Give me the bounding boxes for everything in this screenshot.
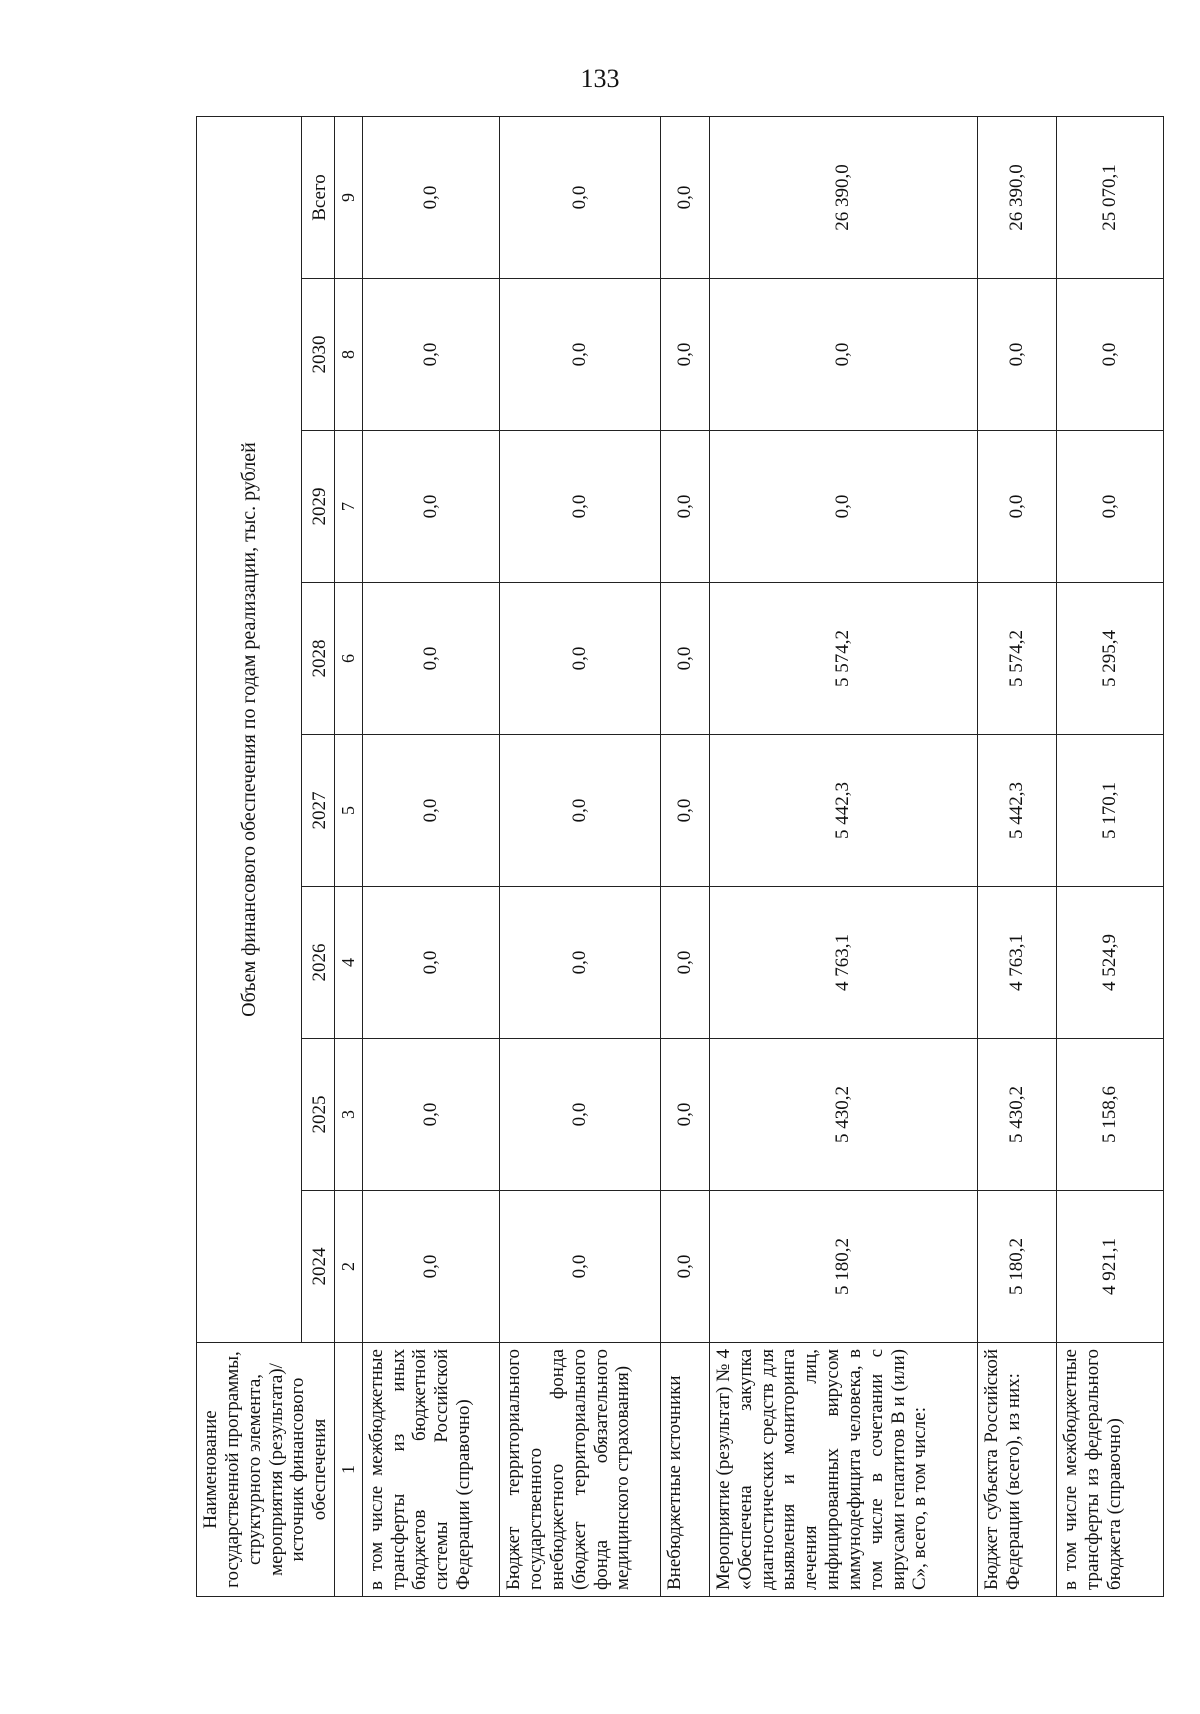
financing-table bbox=[196, 116, 1164, 1597]
row-label: в том числе межбюджетные трансферты из федерального бюджета (справочно) bbox=[1056, 1343, 1163, 1597]
year-header-2024: 2024 bbox=[302, 1191, 335, 1343]
cell-value: 0,0 bbox=[362, 1039, 499, 1191]
cell-value: 0,0 bbox=[500, 431, 661, 583]
year-header-2025: 2025 bbox=[302, 1039, 335, 1191]
cell-value: 0,0 bbox=[500, 735, 661, 887]
cell-value: 0,0 bbox=[500, 887, 661, 1039]
column-number: 2 bbox=[335, 1191, 363, 1343]
cell-value: 4 763,1 bbox=[709, 887, 977, 1039]
rotated-table-container bbox=[196, 117, 1125, 1597]
cell-value: 5 170,1 bbox=[1056, 735, 1163, 887]
column-number: 9 bbox=[335, 116, 363, 278]
cell-value: 0,0 bbox=[977, 431, 1056, 583]
cell-value: 0,0 bbox=[362, 431, 499, 583]
page-number: 133 bbox=[580, 64, 620, 93]
cell-value: 0,0 bbox=[660, 735, 709, 887]
cell-value: 26 390,0 bbox=[709, 116, 977, 278]
cell-value: 0,0 bbox=[1056, 431, 1163, 583]
cell-value: 5 442,3 bbox=[977, 735, 1056, 887]
table-row bbox=[660, 116, 709, 1596]
cell-value: 26 390,0 bbox=[977, 116, 1056, 278]
cell-value: 0,0 bbox=[362, 887, 499, 1039]
cell-value: 0,0 bbox=[977, 279, 1056, 431]
total-header: Всего bbox=[302, 116, 335, 278]
year-header-2029: 2029 bbox=[302, 431, 335, 583]
column-number: 6 bbox=[335, 583, 363, 735]
year-header-2030: 2030 bbox=[302, 279, 335, 431]
cell-value: 0,0 bbox=[362, 279, 499, 431]
cell-value: 0,0 bbox=[500, 116, 661, 278]
cell-value: 5 430,2 bbox=[977, 1039, 1056, 1191]
cell-value: 5 295,4 bbox=[1056, 583, 1163, 735]
column-number: 1 bbox=[335, 1343, 363, 1597]
row-label: Мероприятие (результат) № 4 «Обеспечена закупка диагностических средств для выявления и мониторинга лечения лиц, инфицированных вирусом иммунодефицита человека, в том числе в сочетании с вирусами гепатитов B и (или) C», всего, в том числе: bbox=[709, 1343, 977, 1597]
cell-value: 0,0 bbox=[709, 431, 977, 583]
name-column-header: Наименование государственной программы, структурного элемента, мероприятия (результата)/источник финансового обеспечения bbox=[197, 1343, 335, 1597]
table-row bbox=[362, 116, 499, 1596]
table-row bbox=[1056, 116, 1163, 1596]
cell-value: 5 574,2 bbox=[709, 583, 977, 735]
cell-value: 0,0 bbox=[500, 279, 661, 431]
cell-value: 4 524,9 bbox=[1056, 887, 1163, 1039]
cell-value: 4 921,1 bbox=[1056, 1191, 1163, 1343]
column-number: 7 bbox=[335, 431, 363, 583]
row-label: в том числе межбюджетные трансферты из иных бюджетов бюджетной системы Российской Федерации (справочно) bbox=[362, 1343, 499, 1597]
row-label: Внебюджетные источники bbox=[660, 1343, 709, 1597]
cell-value: 0,0 bbox=[660, 887, 709, 1039]
cell-value: 0,0 bbox=[500, 1039, 661, 1191]
cell-value: 5 430,2 bbox=[709, 1039, 977, 1191]
cell-value: 5 442,3 bbox=[709, 735, 977, 887]
cell-value: 4 763,1 bbox=[977, 887, 1056, 1039]
cell-value: 0,0 bbox=[660, 279, 709, 431]
year-header-2028: 2028 bbox=[302, 583, 335, 735]
cell-value: 0,0 bbox=[660, 1191, 709, 1343]
column-number-row bbox=[335, 116, 363, 1596]
cell-value: 5 574,2 bbox=[977, 583, 1056, 735]
header-row-top bbox=[197, 116, 302, 1596]
cell-value: 0,0 bbox=[660, 1039, 709, 1191]
cell-value: 0,0 bbox=[500, 583, 661, 735]
cell-value: 0,0 bbox=[660, 583, 709, 735]
cell-value: 0,0 bbox=[362, 1191, 499, 1343]
cell-value: 25 070,1 bbox=[1056, 116, 1163, 278]
column-number: 5 bbox=[335, 735, 363, 887]
year-header-2026: 2026 bbox=[302, 887, 335, 1039]
row-label: Бюджет территориального государственного внебюджетного фонда (бюджет территориального фонда обязательного медицинского страхования) bbox=[500, 1343, 661, 1597]
cell-value: 0,0 bbox=[1056, 279, 1163, 431]
row-label: Бюджет субъекта Российской Федерации (всего), из них: bbox=[977, 1343, 1056, 1597]
cell-value: 0,0 bbox=[660, 116, 709, 278]
column-number: 3 bbox=[335, 1039, 363, 1191]
year-header-2027: 2027 bbox=[302, 735, 335, 887]
cell-value: 0,0 bbox=[362, 116, 499, 278]
cell-value: 0,0 bbox=[500, 1191, 661, 1343]
cell-value: 0,0 bbox=[362, 735, 499, 887]
cell-value: 0,0 bbox=[362, 583, 499, 735]
funding-group-header: Объем финансового обеспечения по годам реализации, тыс. рублей bbox=[197, 116, 302, 1342]
table-row bbox=[977, 116, 1056, 1596]
cell-value: 5 158,6 bbox=[1056, 1039, 1163, 1191]
cell-value: 5 180,2 bbox=[709, 1191, 977, 1343]
cell-value: 0,0 bbox=[660, 431, 709, 583]
table-row bbox=[500, 116, 661, 1596]
column-number: 4 bbox=[335, 887, 363, 1039]
table-row bbox=[709, 116, 977, 1596]
cell-value: 5 180,2 bbox=[977, 1191, 1056, 1343]
column-number: 8 bbox=[335, 279, 363, 431]
cell-value: 0,0 bbox=[709, 279, 977, 431]
